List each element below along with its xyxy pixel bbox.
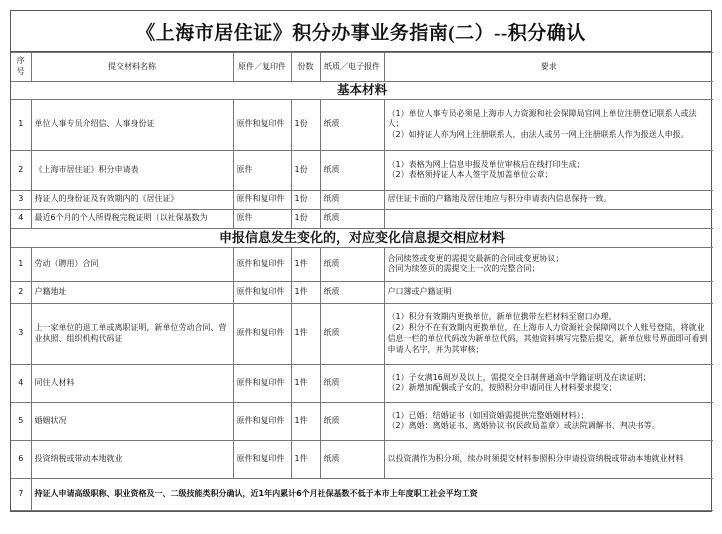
table-header-row: [11, 53, 713, 82]
row-copies: 1份: [291, 209, 320, 228]
row-form: 原件和复印件: [233, 281, 291, 303]
header-form: 原件／复印件: [233, 53, 291, 82]
header-material: 提交材料名称: [31, 53, 233, 82]
row-copies: 1件: [291, 281, 320, 303]
row-index: 5: [11, 402, 31, 440]
table-row: [11, 190, 713, 209]
row-medium: 纸质: [320, 402, 384, 440]
table-row: [11, 303, 713, 364]
section-title: 基本材料: [11, 82, 713, 100]
table-row-footer: [11, 478, 713, 510]
row-requirement: （1）单位人事专员必须是上海市人力资源和社会保障局官网上单位注册登记联系人或法人； （2）如持证人亦为网上注册联系人，由法人或另一网上注册联系人作为报送人申报。: [384, 99, 713, 150]
row-copies: 1份: [291, 99, 320, 150]
table-row: [11, 150, 713, 190]
row-material: 户籍地址: [31, 281, 233, 303]
table-row: [11, 402, 713, 440]
row-index: 3: [11, 303, 31, 364]
guide-sheet: [10, 10, 712, 512]
row-medium: 纸质: [320, 281, 384, 303]
row-form: 原件和复印件: [233, 364, 291, 402]
header-index: 序号: [11, 53, 31, 82]
row-form: 原件和复印件: [233, 99, 291, 150]
row-copies: 1件: [291, 247, 320, 281]
row-copies: 1份: [291, 190, 320, 209]
row-requirement: 合同续签或变更的需提交最新的合同或变更协议； 合同为续签页的需提交上一次的完整合同；: [384, 247, 713, 281]
materials-table: [11, 52, 713, 511]
row-requirement: [384, 209, 713, 228]
row-index: 6: [11, 440, 31, 478]
row-index: 7: [11, 478, 31, 510]
row-form: 原件和复印件: [233, 440, 291, 478]
row-copies: 1件: [291, 364, 320, 402]
row-medium: 纸质: [320, 209, 384, 228]
header-requirement: 要求: [384, 53, 713, 82]
row-index: 2: [11, 281, 31, 303]
row-material: 投资纳税或带动本地就业: [31, 440, 233, 478]
row-requirement: 户口簿或户籍证明: [384, 281, 713, 303]
row-form: 原件和复印件: [233, 303, 291, 364]
row-index: 3: [11, 190, 31, 209]
row-medium: 纸质: [320, 247, 384, 281]
row-material: 最近6个月的个人所得税完税证明（以社保基数为: [31, 209, 233, 228]
row-index: 1: [11, 99, 31, 150]
row-form: 原件: [233, 150, 291, 190]
row-medium: 纸质: [320, 190, 384, 209]
row-material: 劳动（聘用）合同: [31, 247, 233, 281]
row-copies: 1件: [291, 303, 320, 364]
row-requirement: （1）积分有效期内更换单位，新单位携带左栏材料至窗口办理。 （2）积分不在有效期内更换单位，在上海市人力资源社会保障网以个人账号登陆，将就业信息一栏的单位代码改为新单位代码，其他资料填写完整后提交，新单位账号界面即可看到申请人名字，并为其审核；: [384, 303, 713, 364]
row-form: 原件: [233, 209, 291, 228]
header-copies: 份数: [291, 53, 320, 82]
section-heading-changes: [11, 228, 713, 247]
row-form: 原件和复印件: [233, 247, 291, 281]
row-material: 上一家单位的退工单或离职证明，新单位劳动合同、营业执照、组织机构代码证: [31, 303, 233, 364]
row-form: 原件和复印件: [233, 402, 291, 440]
row-requirement: 以投资满作为积分项，续办时须提交材料参照积分申请投资纳税或带动本地就业材料: [384, 440, 713, 478]
row-requirement: （1）子女满16周岁及以上，需提交全日制普通高中学籍证明及在读证明； （2）新增加配偶或子女的，按照积分申请同住人材料要求提交；: [384, 364, 713, 402]
row-material: 《上海市居住证》积分申请表: [31, 150, 233, 190]
footer-note: 持证人申请高级职称、职业资格及一、二级技能类积分确认，近1年内累计6个月社保基数不低于本市上年度职工社会平均工资: [31, 478, 713, 510]
row-material: 持证人的身份证及有效期内的《居住证》: [31, 190, 233, 209]
table-row: [11, 209, 713, 228]
row-medium: 纸质: [320, 440, 384, 478]
table-row: [11, 364, 713, 402]
row-medium: 纸质: [320, 99, 384, 150]
row-material: 婚姻状况: [31, 402, 233, 440]
row-copies: 1件: [291, 402, 320, 440]
row-material: 单位人事专员介绍信、人事身份证: [31, 99, 233, 150]
table-row: [11, 440, 713, 478]
row-medium: 纸质: [320, 150, 384, 190]
table-row: [11, 247, 713, 281]
row-index: 4: [11, 209, 31, 228]
section-title: 申报信息发生变化的，对应变化信息提交相应材料: [11, 228, 713, 247]
row-requirement: 居住证卡面的户籍地及居住地应与积分申请表内信息保持一致。: [384, 190, 713, 209]
row-requirement: （1）已婚：结婚证书（如国资婚需提供完整婚姻材料）； （2）离婚：离婚证书、离婚协议书(民政局盖章）或法院调解书、判决书等。: [384, 402, 713, 440]
row-index: 1: [11, 247, 31, 281]
header-medium: 纸质／电子报件: [320, 53, 384, 82]
table-row: [11, 99, 713, 150]
row-copies: 1份: [291, 150, 320, 190]
row-requirement: （1）表格为网上信息申报及单位审核后在线打印生成； （2）表格须持证人本人签字及加盖单位公章；: [384, 150, 713, 190]
row-material: 同住人材料: [31, 364, 233, 402]
row-index: 4: [11, 364, 31, 402]
row-form: 原件和复印件: [233, 190, 291, 209]
section-heading-basic: [11, 82, 713, 100]
table-row: [11, 281, 713, 303]
row-copies: 1件: [291, 440, 320, 478]
page-title: 《上海市居住证》积分办事业务指南(二）--积分确认: [11, 11, 711, 52]
row-index: 2: [11, 150, 31, 190]
row-medium: 纸质: [320, 303, 384, 364]
row-medium: 纸质: [320, 364, 384, 402]
